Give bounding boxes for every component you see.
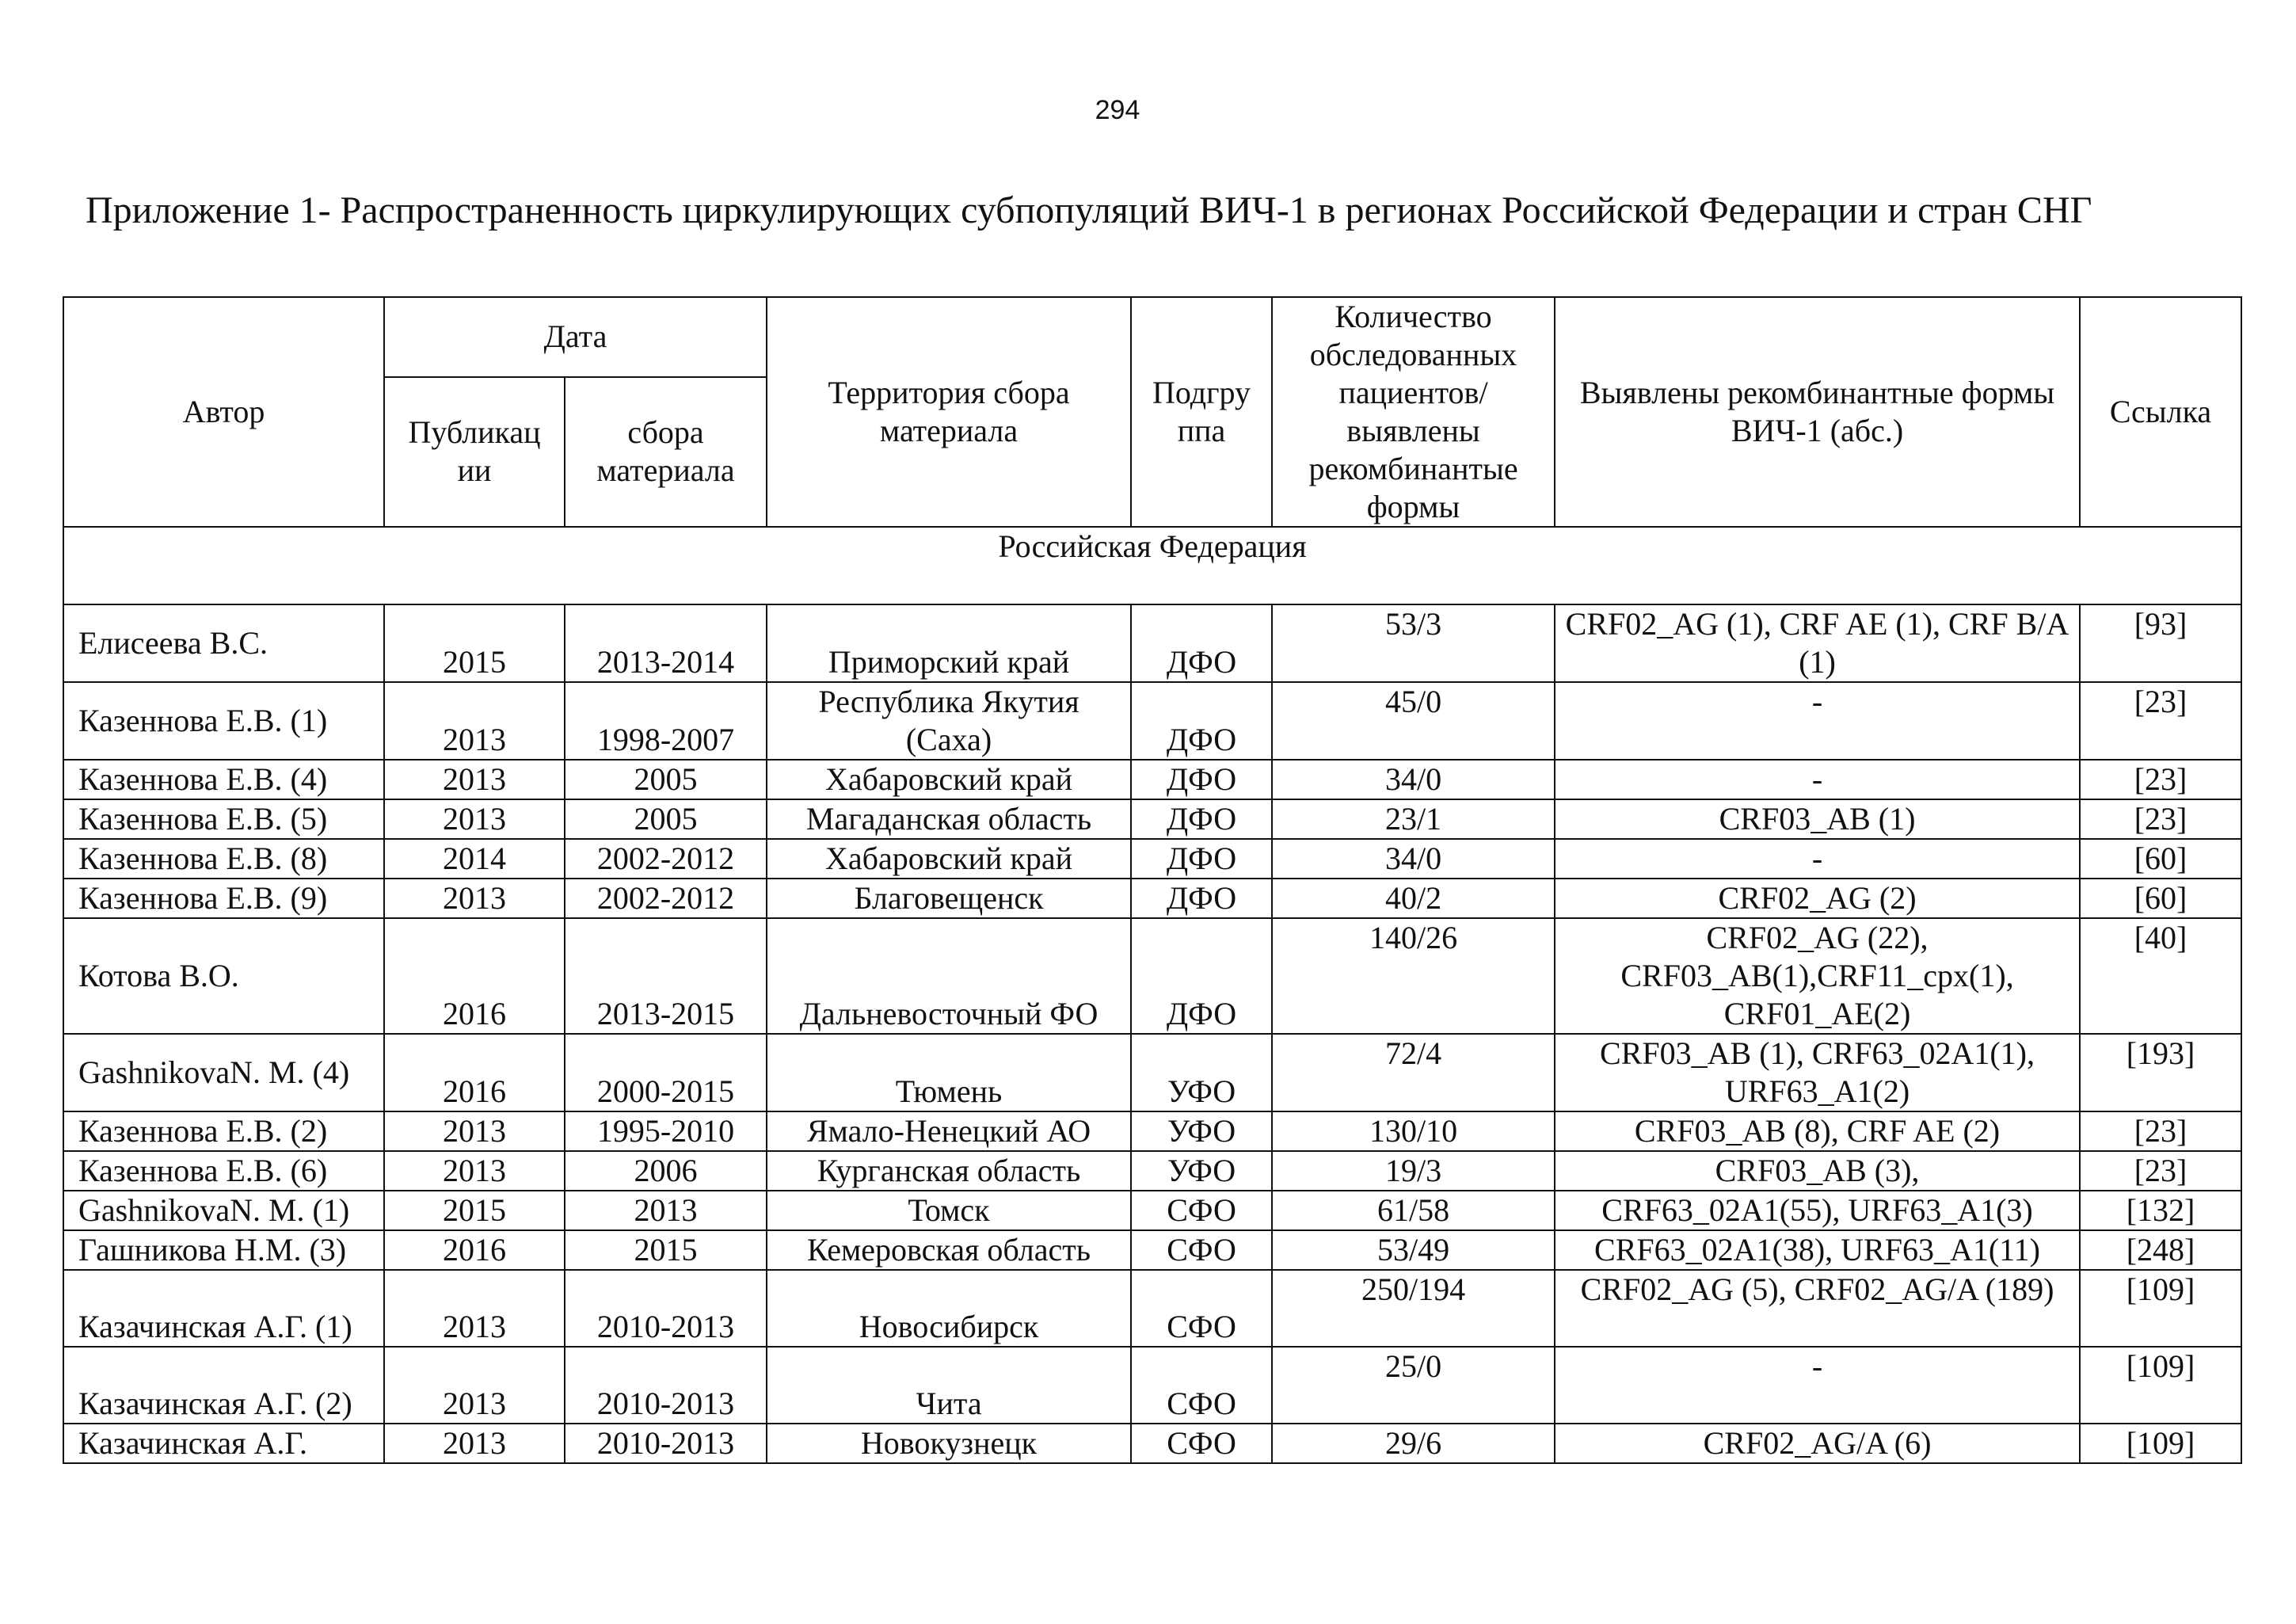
header-reference: Ссылка	[2080, 297, 2241, 527]
cell-collection-years: 2006	[565, 1151, 767, 1191]
cell-recombinant-forms: CRF03_AB (1)	[1555, 799, 2080, 839]
cell-subgroup: УФО	[1131, 1151, 1272, 1191]
cell-publication-year: 2014	[384, 839, 565, 879]
cell-reference: [60]	[2080, 839, 2241, 879]
cell-recombinant-forms: -	[1555, 682, 2080, 760]
table-row	[63, 760, 2241, 799]
cell-collection-years: 2013	[565, 1191, 767, 1230]
cell-author: GashnikovaN. M. (4)	[63, 1034, 384, 1111]
table-row	[63, 1151, 2241, 1191]
cell-author: Казеннова Е.В. (4)	[63, 760, 384, 799]
hiv-recombinant-forms-table	[63, 296, 2242, 1464]
cell-publication-year: 2016	[384, 1034, 565, 1111]
cell-territory: Кемеровская область	[767, 1230, 1131, 1270]
cell-subgroup: ДФО	[1131, 604, 1272, 682]
cell-patient-count: 250/194	[1272, 1270, 1555, 1347]
cell-territory: Благовещенск	[767, 879, 1131, 918]
cell-collection-years: 2010-2013	[565, 1347, 767, 1424]
table-row	[63, 839, 2241, 879]
cell-publication-year: 2016	[384, 1230, 565, 1270]
cell-publication-year: 2013	[384, 879, 565, 918]
cell-recombinant-forms: CRF03_AB (1), CRF63_02A1(1), URF63_A1(2)	[1555, 1034, 2080, 1111]
cell-author: Елисеева В.С.	[63, 604, 384, 682]
cell-collection-years: 2005	[565, 799, 767, 839]
cell-collection-years: 2000-2015	[565, 1034, 767, 1111]
cell-territory: Хабаровский край	[767, 839, 1131, 879]
table-row	[63, 918, 2241, 1034]
cell-recombinant-forms: CRF02_AG (1), CRF AE (1), CRF B/A (1)	[1555, 604, 2080, 682]
cell-collection-years: 2015	[565, 1230, 767, 1270]
cell-publication-year: 2013	[384, 682, 565, 760]
cell-territory: Приморский край	[767, 604, 1131, 682]
table-row	[63, 604, 2241, 682]
cell-publication-year: 2013	[384, 1270, 565, 1347]
table-row	[63, 1191, 2241, 1230]
cell-reference: [109]	[2080, 1270, 2241, 1347]
cell-author: Гашникова Н.М. (3)	[63, 1230, 384, 1270]
cell-author: Котова В.О.	[63, 918, 384, 1034]
cell-recombinant-forms: CRF02_AG (2)	[1555, 879, 2080, 918]
cell-patient-count: 53/49	[1272, 1230, 1555, 1270]
cell-reference: [23]	[2080, 799, 2241, 839]
cell-patient-count: 19/3	[1272, 1151, 1555, 1191]
cell-author: GashnikovaN. M. (1)	[63, 1191, 384, 1230]
cell-reference: [248]	[2080, 1230, 2241, 1270]
cell-author: Казеннова Е.В. (8)	[63, 839, 384, 879]
cell-subgroup: ДФО	[1131, 879, 1272, 918]
cell-publication-year: 2013	[384, 1347, 565, 1424]
cell-patient-count: 34/0	[1272, 760, 1555, 799]
cell-subgroup: ДФО	[1131, 839, 1272, 879]
table-row	[63, 1347, 2241, 1424]
cell-recombinant-forms: CRF02_AG (5), CRF02_AG/A (189)	[1555, 1270, 2080, 1347]
cell-subgroup: ДФО	[1131, 760, 1272, 799]
cell-publication-year: 2013	[384, 1151, 565, 1191]
cell-publication-year: 2016	[384, 918, 565, 1034]
section-title: Российская Федерация	[63, 527, 2241, 604]
header-subgroup: Подгру ппа	[1131, 297, 1272, 527]
cell-patient-count: 72/4	[1272, 1034, 1555, 1111]
cell-recombinant-forms: -	[1555, 839, 2080, 879]
cell-recombinant-forms: -	[1555, 1347, 2080, 1424]
cell-reference: [23]	[2080, 682, 2241, 760]
table-row	[63, 1424, 2241, 1463]
table-row	[63, 1111, 2241, 1151]
cell-recombinant-forms: CRF02_AG (22), CRF03_AB(1),CRF11_cpx(1), CRF01_AE(2)	[1555, 918, 2080, 1034]
cell-collection-years: 1995-2010	[565, 1111, 767, 1151]
cell-reference: [93]	[2080, 604, 2241, 682]
page-number: 294	[1095, 95, 1140, 125]
cell-author: Казеннова Е.В. (2)	[63, 1111, 384, 1151]
cell-publication-year: 2013	[384, 760, 565, 799]
table-row	[63, 1230, 2241, 1270]
header-territory: Территория сбора материала	[767, 297, 1131, 527]
cell-patient-count: 40/2	[1272, 879, 1555, 918]
header-date-group: Дата	[384, 297, 767, 377]
cell-reference: [109]	[2080, 1347, 2241, 1424]
cell-patient-count: 45/0	[1272, 682, 1555, 760]
header-author: Автор	[63, 297, 384, 527]
cell-patient-count: 130/10	[1272, 1111, 1555, 1151]
cell-collection-years: 2013-2015	[565, 918, 767, 1034]
cell-subgroup: ДФО	[1131, 682, 1272, 760]
cell-patient-count: 23/1	[1272, 799, 1555, 839]
cell-collection-years: 2002-2012	[565, 839, 767, 879]
cell-territory: Новокузнецк	[767, 1424, 1131, 1463]
cell-collection-years: 2010-2013	[565, 1270, 767, 1347]
header-patient-count: Количество обследованных пациентов/ выявлены рекомбинантые формы	[1272, 297, 1555, 527]
cell-reference: [23]	[2080, 1151, 2241, 1191]
cell-territory: Тюмень	[767, 1034, 1131, 1111]
cell-collection-years: 2002-2012	[565, 879, 767, 918]
cell-territory: Курганская область	[767, 1151, 1131, 1191]
cell-subgroup: ДФО	[1131, 799, 1272, 839]
cell-publication-year: 2015	[384, 1191, 565, 1230]
cell-territory: Новосибирск	[767, 1270, 1131, 1347]
cell-reference: [23]	[2080, 760, 2241, 799]
cell-reference: [193]	[2080, 1034, 2241, 1111]
cell-author: Казачинская А.Г.	[63, 1424, 384, 1463]
cell-collection-years: 2005	[565, 760, 767, 799]
cell-reference: [23]	[2080, 1111, 2241, 1151]
cell-collection-years: 1998-2007	[565, 682, 767, 760]
cell-publication-year: 2015	[384, 604, 565, 682]
cell-author: Казеннова Е.В. (6)	[63, 1151, 384, 1191]
cell-territory: Чита	[767, 1347, 1131, 1424]
table-row	[63, 1270, 2241, 1347]
cell-territory: Дальневосточный ФО	[767, 918, 1131, 1034]
cell-subgroup: СФО	[1131, 1347, 1272, 1424]
cell-collection-years: 2010-2013	[565, 1424, 767, 1463]
cell-patient-count: 61/58	[1272, 1191, 1555, 1230]
cell-subgroup: УФО	[1131, 1111, 1272, 1151]
cell-patient-count: 140/26	[1272, 918, 1555, 1034]
header-recombinant-forms: Выявлены рекомбинантные формы ВИЧ-1 (абс.)	[1555, 297, 2080, 527]
cell-recombinant-forms: CRF03_AB (8), CRF AE (2)	[1555, 1111, 2080, 1151]
cell-author: Казачинская А.Г. (2)	[63, 1347, 384, 1424]
table-row	[63, 879, 2241, 918]
cell-subgroup: СФО	[1131, 1230, 1272, 1270]
cell-patient-count: 34/0	[1272, 839, 1555, 879]
cell-recombinant-forms: CRF63_02A1(38), URF63_A1(11)	[1555, 1230, 2080, 1270]
table-row	[63, 682, 2241, 760]
cell-reference: [132]	[2080, 1191, 2241, 1230]
cell-recombinant-forms: CRF63_02A1(55), URF63_A1(3)	[1555, 1191, 2080, 1230]
cell-subgroup: СФО	[1131, 1424, 1272, 1463]
header-publication: Публикац ии	[384, 377, 565, 527]
header-collection: сбора материала	[565, 377, 767, 527]
cell-recombinant-forms: CRF02_AG/A (6)	[1555, 1424, 2080, 1463]
cell-subgroup: СФО	[1131, 1191, 1272, 1230]
cell-patient-count: 29/6	[1272, 1424, 1555, 1463]
cell-recombinant-forms: CRF03_AB (3),	[1555, 1151, 2080, 1191]
cell-territory: Республика Якутия (Саха)	[767, 682, 1131, 760]
cell-subgroup: ДФО	[1131, 918, 1272, 1034]
cell-territory: Томск	[767, 1191, 1131, 1230]
cell-author: Казеннова Е.В. (9)	[63, 879, 384, 918]
table-caption: Приложение 1- Распространенность циркулирующих субпопуляций ВИЧ-1 в регионах Российской Федерации и стран СНГ	[86, 189, 2092, 231]
cell-reference: [109]	[2080, 1424, 2241, 1463]
table-row	[63, 1034, 2241, 1111]
cell-reference: [40]	[2080, 918, 2241, 1034]
cell-subgroup: СФО	[1131, 1270, 1272, 1347]
cell-territory: Ямало-Ненецкий АО	[767, 1111, 1131, 1151]
table-row	[63, 799, 2241, 839]
cell-patient-count: 25/0	[1272, 1347, 1555, 1424]
cell-collection-years: 2013-2014	[565, 604, 767, 682]
cell-territory: Магаданская область	[767, 799, 1131, 839]
cell-patient-count: 53/3	[1272, 604, 1555, 682]
cell-author: Казеннова Е.В. (1)	[63, 682, 384, 760]
cell-territory: Хабаровский край	[767, 760, 1131, 799]
cell-author: Казачинская А.Г. (1)	[63, 1270, 384, 1347]
cell-reference: [60]	[2080, 879, 2241, 918]
cell-subgroup: УФО	[1131, 1034, 1272, 1111]
cell-publication-year: 2013	[384, 1424, 565, 1463]
cell-publication-year: 2013	[384, 799, 565, 839]
cell-recombinant-forms: -	[1555, 760, 2080, 799]
cell-publication-year: 2013	[384, 1111, 565, 1151]
cell-author: Казеннова Е.В. (5)	[63, 799, 384, 839]
